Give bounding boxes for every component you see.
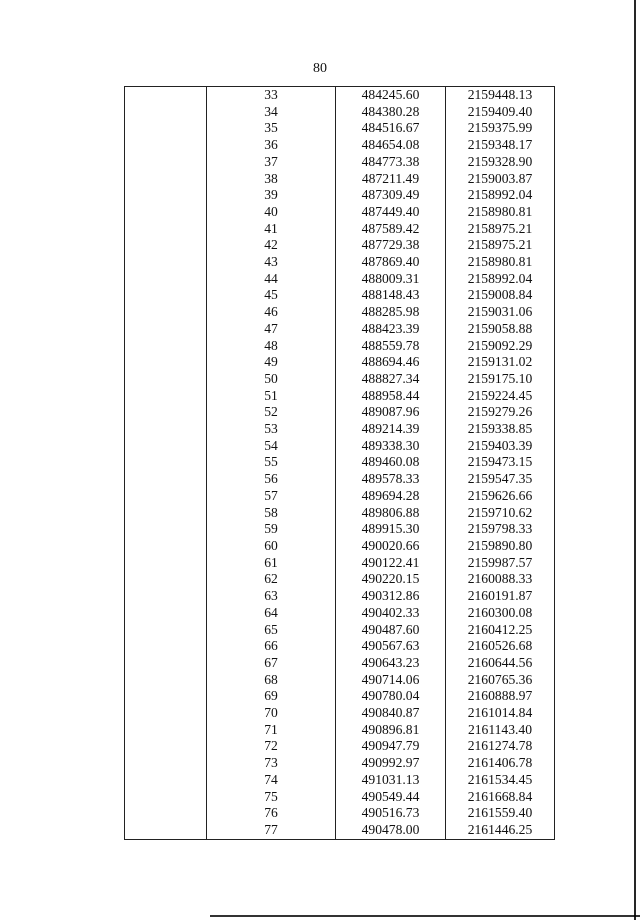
y-coordinate-cell: 2159348.17: [446, 137, 555, 154]
blank-cell: [125, 371, 207, 388]
x-coordinate-cell: 490780.04: [336, 688, 446, 705]
point-number-cell: 39: [207, 187, 336, 204]
table-row: [125, 622, 555, 639]
x-coordinate-cell: 490220.15: [336, 571, 446, 588]
blank-cell: [125, 237, 207, 254]
blank-cell: [125, 154, 207, 171]
x-coordinate-cell: 489915.30: [336, 521, 446, 538]
table-row: [125, 137, 555, 154]
point-number-cell: 69: [207, 688, 336, 705]
table-row: [125, 772, 555, 789]
y-coordinate-cell: 2159058.88: [446, 321, 555, 338]
y-coordinate-cell: 2160526.68: [446, 638, 555, 655]
blank-cell: [125, 87, 207, 104]
x-coordinate-cell: 487729.38: [336, 237, 446, 254]
table-row: [125, 404, 555, 421]
blank-cell: [125, 789, 207, 806]
x-coordinate-cell: 491031.13: [336, 772, 446, 789]
x-coordinate-cell: 488958.44: [336, 388, 446, 405]
point-number-cell: 56: [207, 471, 336, 488]
x-coordinate-cell: 490567.63: [336, 638, 446, 655]
x-coordinate-cell: 484654.08: [336, 137, 446, 154]
table-row: [125, 488, 555, 505]
table-row: [125, 805, 555, 822]
x-coordinate-cell: 488423.39: [336, 321, 446, 338]
blank-cell: [125, 505, 207, 522]
table-row: [125, 87, 555, 104]
table-row: [125, 388, 555, 405]
y-coordinate-cell: 2159328.90: [446, 154, 555, 171]
blank-cell: [125, 338, 207, 355]
y-coordinate-cell: 2159279.26: [446, 404, 555, 421]
y-coordinate-cell: 2161668.84: [446, 789, 555, 806]
point-number-cell: 59: [207, 521, 336, 538]
y-coordinate-cell: 2159031.06: [446, 304, 555, 321]
y-coordinate-cell: 2161406.78: [446, 755, 555, 772]
x-coordinate-cell: 489460.08: [336, 454, 446, 471]
point-number-cell: 73: [207, 755, 336, 772]
blank-cell: [125, 404, 207, 421]
blank-cell: [125, 705, 207, 722]
y-coordinate-cell: 2159175.10: [446, 371, 555, 388]
point-number-cell: 77: [207, 822, 336, 839]
y-coordinate-cell: 2161559.40: [446, 805, 555, 822]
blank-cell: [125, 805, 207, 822]
point-number-cell: 72: [207, 738, 336, 755]
point-number-cell: 45: [207, 287, 336, 304]
table-row: [125, 187, 555, 204]
x-coordinate-cell: 490992.97: [336, 755, 446, 772]
table-row: [125, 338, 555, 355]
table-row: [125, 505, 555, 522]
y-coordinate-cell: 2160300.08: [446, 605, 555, 622]
blank-cell: [125, 271, 207, 288]
table-row: [125, 237, 555, 254]
x-coordinate-cell: 487449.40: [336, 204, 446, 221]
table-row: [125, 605, 555, 622]
x-coordinate-cell: 490643.23: [336, 655, 446, 672]
blank-cell: [125, 221, 207, 238]
blank-cell: [125, 538, 207, 555]
y-coordinate-cell: 2160412.25: [446, 622, 555, 639]
y-coordinate-cell: 2159987.57: [446, 555, 555, 572]
blank-cell: [125, 171, 207, 188]
y-coordinate-cell: 2159448.13: [446, 87, 555, 104]
x-coordinate-cell: 488694.46: [336, 354, 446, 371]
coordinates-table-body: [125, 87, 555, 840]
x-coordinate-cell: 489087.96: [336, 404, 446, 421]
point-number-cell: 47: [207, 321, 336, 338]
blank-cell: [125, 454, 207, 471]
point-number-cell: 49: [207, 354, 336, 371]
y-coordinate-cell: 2160644.56: [446, 655, 555, 672]
blank-cell: [125, 688, 207, 705]
y-coordinate-cell: 2159710.62: [446, 505, 555, 522]
y-coordinate-cell: 2159798.33: [446, 521, 555, 538]
x-coordinate-cell: 490487.60: [336, 622, 446, 639]
point-number-cell: 63: [207, 588, 336, 605]
x-coordinate-cell: 490714.06: [336, 672, 446, 689]
table-row: [125, 221, 555, 238]
y-coordinate-cell: 2159003.87: [446, 171, 555, 188]
table-row: [125, 371, 555, 388]
x-coordinate-cell: 487309.49: [336, 187, 446, 204]
table-row: [125, 204, 555, 221]
point-number-cell: 53: [207, 421, 336, 438]
blank-cell: [125, 287, 207, 304]
table-row: [125, 755, 555, 772]
x-coordinate-cell: 488559.78: [336, 338, 446, 355]
blank-cell: [125, 304, 207, 321]
table-row: [125, 104, 555, 121]
table-row: [125, 588, 555, 605]
table-row: [125, 454, 555, 471]
table-row: [125, 538, 555, 555]
table-row: [125, 421, 555, 438]
blank-cell: [125, 137, 207, 154]
y-coordinate-cell: 2161143.40: [446, 722, 555, 739]
point-number-cell: 60: [207, 538, 336, 555]
y-coordinate-cell: 2158992.04: [446, 187, 555, 204]
table-row: [125, 822, 555, 839]
scan-bottom-mark: [210, 915, 640, 917]
point-number-cell: 36: [207, 137, 336, 154]
point-number-cell: 46: [207, 304, 336, 321]
point-number-cell: 37: [207, 154, 336, 171]
table-row: [125, 304, 555, 321]
x-coordinate-cell: 490402.33: [336, 605, 446, 622]
page-number: 80: [313, 61, 327, 76]
y-coordinate-cell: 2160765.36: [446, 672, 555, 689]
blank-cell: [125, 471, 207, 488]
x-coordinate-cell: 489338.30: [336, 438, 446, 455]
y-coordinate-cell: 2161014.84: [446, 705, 555, 722]
x-coordinate-cell: 489214.39: [336, 421, 446, 438]
x-coordinate-cell: 484245.60: [336, 87, 446, 104]
table-row: [125, 705, 555, 722]
blank-cell: [125, 488, 207, 505]
table-row: [125, 521, 555, 538]
table-row: [125, 738, 555, 755]
point-number-cell: 57: [207, 488, 336, 505]
y-coordinate-cell: 2159409.40: [446, 104, 555, 121]
x-coordinate-cell: 488827.34: [336, 371, 446, 388]
x-coordinate-cell: 490478.00: [336, 822, 446, 839]
point-number-cell: 55: [207, 454, 336, 471]
scan-edge-mark: [634, 0, 636, 920]
blank-cell: [125, 672, 207, 689]
x-coordinate-cell: 487589.42: [336, 221, 446, 238]
point-number-cell: 75: [207, 789, 336, 806]
x-coordinate-cell: 489578.33: [336, 471, 446, 488]
x-coordinate-cell: 490840.87: [336, 705, 446, 722]
y-coordinate-cell: 2160888.97: [446, 688, 555, 705]
blank-cell: [125, 254, 207, 271]
point-number-cell: 44: [207, 271, 336, 288]
coordinates-table: [124, 86, 555, 840]
point-number-cell: 54: [207, 438, 336, 455]
table-row: [125, 789, 555, 806]
y-coordinate-cell: 2161446.25: [446, 822, 555, 839]
blank-cell: [125, 555, 207, 572]
point-number-cell: 71: [207, 722, 336, 739]
blank-cell: [125, 755, 207, 772]
point-number-cell: 38: [207, 171, 336, 188]
x-coordinate-cell: 490516.73: [336, 805, 446, 822]
x-coordinate-cell: 488285.98: [336, 304, 446, 321]
table-row: [125, 571, 555, 588]
point-number-cell: 61: [207, 555, 336, 572]
x-coordinate-cell: 487211.49: [336, 171, 446, 188]
blank-cell: [125, 588, 207, 605]
point-number-cell: 67: [207, 655, 336, 672]
y-coordinate-cell: 2159890.80: [446, 538, 555, 555]
blank-cell: [125, 104, 207, 121]
y-coordinate-cell: 2158992.04: [446, 271, 555, 288]
table-row: [125, 120, 555, 137]
blank-cell: [125, 187, 207, 204]
x-coordinate-cell: 490020.66: [336, 538, 446, 555]
blank-cell: [125, 722, 207, 739]
x-coordinate-cell: 488009.31: [336, 271, 446, 288]
point-number-cell: 35: [207, 120, 336, 137]
blank-cell: [125, 738, 207, 755]
blank-cell: [125, 822, 207, 839]
table-row: [125, 655, 555, 672]
table-row: [125, 287, 555, 304]
blank-cell: [125, 772, 207, 789]
y-coordinate-cell: 2159224.45: [446, 388, 555, 405]
point-number-cell: 58: [207, 505, 336, 522]
x-coordinate-cell: 484516.67: [336, 120, 446, 137]
y-coordinate-cell: 2159403.39: [446, 438, 555, 455]
table-row: [125, 254, 555, 271]
y-coordinate-cell: 2159375.99: [446, 120, 555, 137]
point-number-cell: 41: [207, 221, 336, 238]
y-coordinate-cell: 2159338.85: [446, 421, 555, 438]
point-number-cell: 50: [207, 371, 336, 388]
point-number-cell: 62: [207, 571, 336, 588]
x-coordinate-cell: 490947.79: [336, 738, 446, 755]
blank-cell: [125, 388, 207, 405]
point-number-cell: 76: [207, 805, 336, 822]
table-row: [125, 438, 555, 455]
y-coordinate-cell: 2159008.84: [446, 287, 555, 304]
point-number-cell: 74: [207, 772, 336, 789]
y-coordinate-cell: 2158980.81: [446, 254, 555, 271]
x-coordinate-cell: 489694.28: [336, 488, 446, 505]
table-row: [125, 672, 555, 689]
table-row: [125, 722, 555, 739]
blank-cell: [125, 622, 207, 639]
y-coordinate-cell: 2159626.66: [446, 488, 555, 505]
table-row: [125, 271, 555, 288]
point-number-cell: 34: [207, 104, 336, 121]
blank-cell: [125, 571, 207, 588]
blank-cell: [125, 321, 207, 338]
y-coordinate-cell: 2159131.02: [446, 354, 555, 371]
table-row: [125, 471, 555, 488]
point-number-cell: 70: [207, 705, 336, 722]
blank-cell: [125, 655, 207, 672]
x-coordinate-cell: 487869.40: [336, 254, 446, 271]
blank-cell: [125, 638, 207, 655]
point-number-cell: 52: [207, 404, 336, 421]
y-coordinate-cell: 2158980.81: [446, 204, 555, 221]
y-coordinate-cell: 2159547.35: [446, 471, 555, 488]
blank-cell: [125, 354, 207, 371]
y-coordinate-cell: 2158975.21: [446, 221, 555, 238]
blank-cell: [125, 120, 207, 137]
blank-cell: [125, 204, 207, 221]
y-coordinate-cell: 2159092.29: [446, 338, 555, 355]
y-coordinate-cell: 2158975.21: [446, 237, 555, 254]
point-number-cell: 42: [207, 237, 336, 254]
table-row: [125, 154, 555, 171]
y-coordinate-cell: 2161534.45: [446, 772, 555, 789]
blank-cell: [125, 521, 207, 538]
point-number-cell: 43: [207, 254, 336, 271]
point-number-cell: 40: [207, 204, 336, 221]
blank-cell: [125, 438, 207, 455]
table-row: [125, 171, 555, 188]
y-coordinate-cell: 2160191.87: [446, 588, 555, 605]
point-number-cell: 64: [207, 605, 336, 622]
x-coordinate-cell: 490896.81: [336, 722, 446, 739]
table-row: [125, 638, 555, 655]
table-row: [125, 688, 555, 705]
table-row: [125, 555, 555, 572]
y-coordinate-cell: 2160088.33: [446, 571, 555, 588]
blank-cell: [125, 421, 207, 438]
point-number-cell: 33: [207, 87, 336, 104]
x-coordinate-cell: 490549.44: [336, 789, 446, 806]
x-coordinate-cell: 489806.88: [336, 505, 446, 522]
y-coordinate-cell: 2159473.15: [446, 454, 555, 471]
point-number-cell: 65: [207, 622, 336, 639]
x-coordinate-cell: 490312.86: [336, 588, 446, 605]
x-coordinate-cell: 488148.43: [336, 287, 446, 304]
x-coordinate-cell: 484380.28: [336, 104, 446, 121]
point-number-cell: 51: [207, 388, 336, 405]
point-number-cell: 68: [207, 672, 336, 689]
x-coordinate-cell: 490122.41: [336, 555, 446, 572]
table-row: [125, 354, 555, 371]
x-coordinate-cell: 484773.38: [336, 154, 446, 171]
table-row: [125, 321, 555, 338]
point-number-cell: 48: [207, 338, 336, 355]
y-coordinate-cell: 2161274.78: [446, 738, 555, 755]
blank-cell: [125, 605, 207, 622]
point-number-cell: 66: [207, 638, 336, 655]
